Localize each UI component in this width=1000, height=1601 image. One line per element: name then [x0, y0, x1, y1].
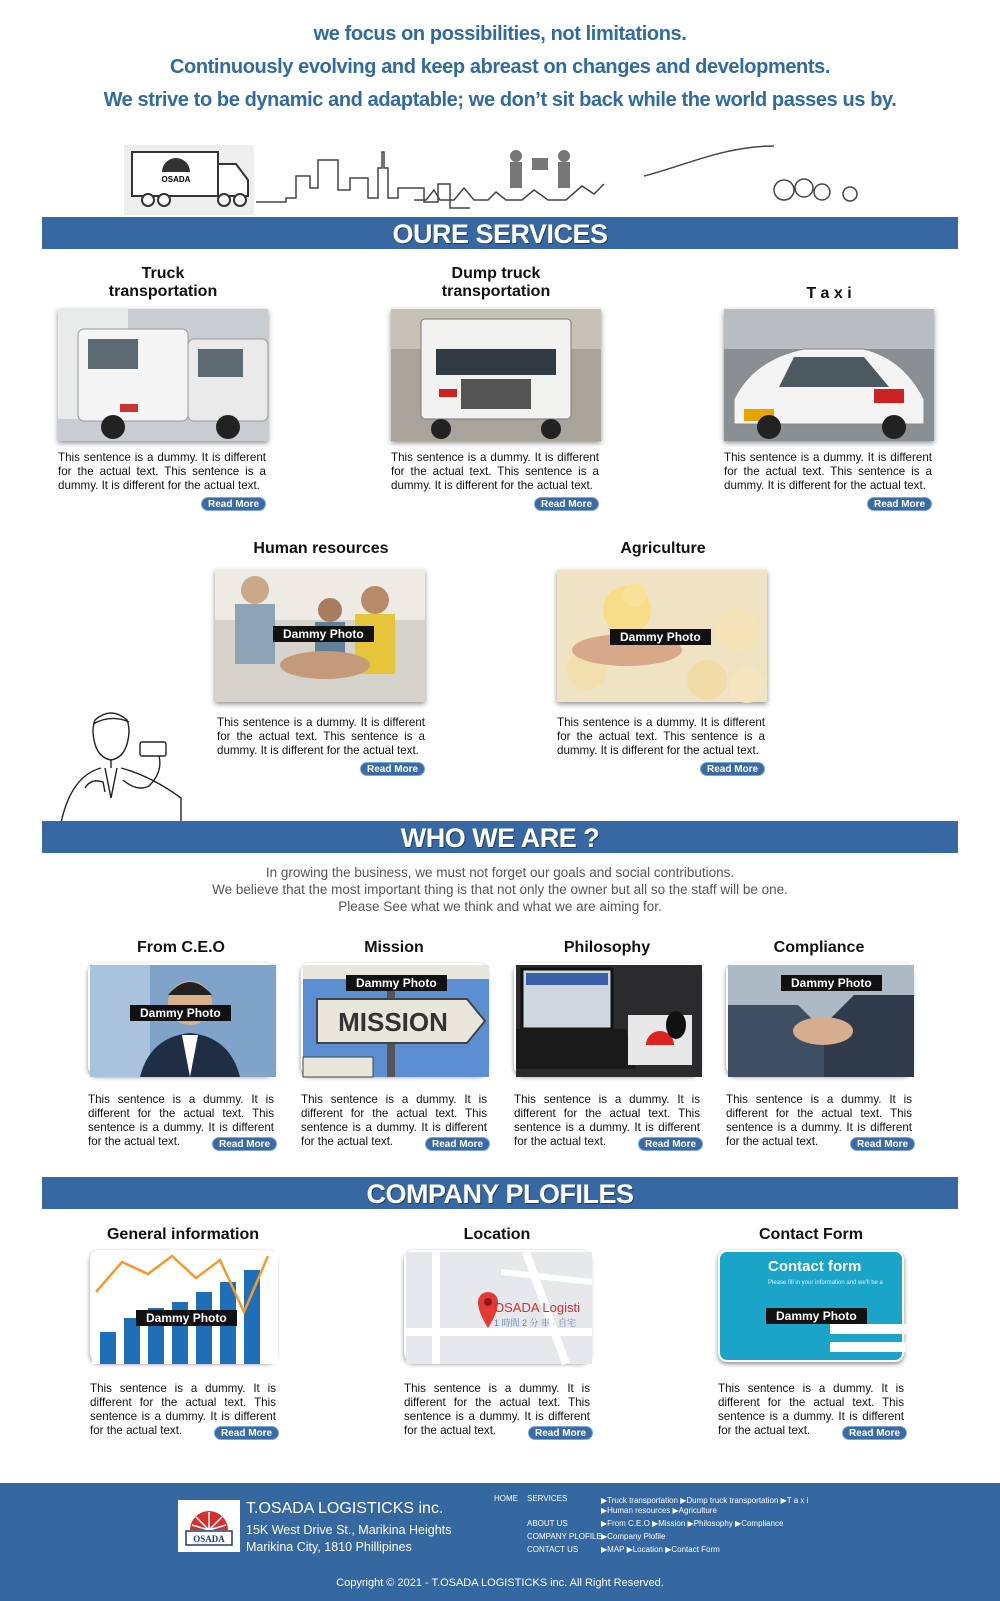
service-description: This sentence is a dummy. It is different for the actual text. This sentence is a dummy. It is different for the actual text.: [557, 716, 765, 757]
profile-card-location: [404, 1226, 590, 1438]
profile-description: This sentence is a dummy. It is different for the actual text. This sentence is a dummy. It is different for the actual text.: [90, 1382, 276, 1437]
dummy-photo-label: Dammy Photo: [273, 626, 374, 642]
who-we-are-header: WHO WE ARE ?: [42, 821, 958, 853]
service-description: This sentence is a dummy. It is different for the actual text. This sentence is a dummy. It is different for the actual text.: [217, 716, 425, 757]
profile-description: This sentence is a dummy. It is different for the actual text. This sentence is a dummy. It is different for the actual text.: [404, 1382, 590, 1437]
tagline-3: We strive to be dynamic and adaptable; we don’t sit back while the world passes us by.: [103, 89, 897, 111]
read-more-button[interactable]: Read More: [700, 762, 765, 776]
read-more-button[interactable]: Read More: [528, 1426, 593, 1440]
service-title: Agriculture: [620, 540, 706, 557]
map-route-label: 1 時間 2 分 車 · 自宅: [494, 1318, 577, 1328]
service-card-agriculture: [557, 540, 769, 780]
dummy-photo-label: Dammy Photo: [130, 1005, 231, 1021]
who-photo: [301, 963, 487, 1075]
service-title: Dump truck transportation: [441, 265, 551, 300]
who-card-compliance: [726, 939, 912, 1149]
footer-nav-company-profile[interactable]: COMPANY PLOFILE: [527, 1532, 602, 1541]
read-more-button[interactable]: Read More: [212, 1137, 277, 1151]
profile-title: Location: [463, 1226, 531, 1243]
service-card-truck: [58, 265, 268, 525]
dummy-photo-label: Dammy Photo: [766, 1308, 867, 1324]
city-skyline-icon: [256, 146, 857, 208]
footer-nav-about[interactable]: ABOUT US: [527, 1519, 568, 1528]
read-more-button[interactable]: Read More: [867, 497, 932, 511]
footer-nav-home[interactable]: HOME: [494, 1494, 518, 1503]
service-photo: [215, 570, 425, 702]
service-title: Truck transportation: [108, 265, 218, 300]
form-field-1: [830, 1324, 906, 1334]
profile-description: This sentence is a dummy. It is different for the actual text. This sentence is a dummy. It is different for the actual text.: [718, 1382, 904, 1437]
dummy-photo-label: Dammy Photo: [346, 975, 447, 991]
footer: [0, 1483, 1000, 1601]
service-photo: [724, 309, 934, 441]
businessman-illustration: [55, 708, 193, 823]
read-more-button[interactable]: Read More: [850, 1137, 915, 1151]
profile-photo: [718, 1250, 904, 1362]
service-description: This sentence is a dummy. It is different for the actual text. This sentence is a dummy. It is different for the actual text.: [724, 451, 932, 492]
dummy-photo-label: Dammy Photo: [610, 629, 711, 645]
service-photo: [557, 570, 767, 702]
footer-services-links-2[interactable]: ▶Human resources ▶Agriculture: [601, 1506, 717, 1515]
form-field-2: [830, 1342, 906, 1352]
footer-nav-contact[interactable]: CONTACT US: [527, 1545, 579, 1554]
intro-line-2: We believe that the most important thing is that not only the owner but all so the staff will be one.: [212, 882, 788, 897]
who-title: Compliance: [773, 939, 865, 956]
contact-form-hint: Please fill in your information and we'll be a: [768, 1280, 883, 1286]
service-photo: [58, 309, 268, 441]
taglines: [0, 18, 1000, 117]
who-card-ceo: [88, 939, 274, 1149]
who-we-are-intro: [0, 864, 1000, 915]
profile-photo: [404, 1250, 590, 1362]
service-card-dump-truck: [391, 265, 601, 525]
who-card-mission: [301, 939, 487, 1149]
profile-title: General information: [106, 1226, 260, 1243]
service-title: Human resources: [253, 540, 389, 557]
services-header: OURE SERVICES: [42, 217, 958, 249]
who-title: Mission: [364, 939, 424, 956]
footer-address-line-1: 15K West Drive St., Marikina Heights: [246, 1523, 452, 1537]
dummy-photo-label: Dammy Photo: [136, 1310, 237, 1326]
profile-photo: [90, 1250, 276, 1362]
read-more-button[interactable]: Read More: [534, 497, 599, 511]
mission-sign-text: MISSION: [338, 1007, 448, 1037]
service-photo: [391, 309, 601, 441]
service-card-taxi: [724, 265, 934, 525]
profile-card-general-information: [90, 1226, 276, 1438]
service-description: This sentence is a dummy. It is different for the actual text. This sentence is a dummy. It is different for the actual text.: [391, 451, 599, 492]
read-more-button[interactable]: Read More: [201, 497, 266, 511]
profile-card-contact-form: [718, 1226, 904, 1438]
who-photo: [726, 963, 912, 1075]
who-description: This sentence is a dummy. It is different for the actual text. This sentence is a dummy. It is different for the actual text.: [88, 1093, 274, 1148]
intro-line-1: In growing the business, we must not forget our goals and social contributions.: [265, 865, 735, 880]
map-place-label: OSADA Logisti: [494, 1300, 580, 1315]
profile-title: Contact Form: [759, 1226, 863, 1243]
footer-about-links[interactable]: ▶From C.E.O ▶Mission ▶Philosophy ▶Compliance: [601, 1519, 784, 1528]
who-photo: [514, 963, 700, 1075]
footer-profile-links[interactable]: ▶Company Plofile: [601, 1532, 666, 1541]
read-more-button[interactable]: Read More: [425, 1137, 490, 1151]
service-title: T a x i: [806, 285, 852, 302]
read-more-button[interactable]: Read More: [638, 1137, 703, 1151]
who-photo: [88, 963, 274, 1075]
tagline-2: Continuously evolving and keep abreast on changes and developments.: [169, 56, 831, 78]
delivery-people-icon: [510, 150, 570, 188]
who-description: This sentence is a dummy. It is different for the actual text. This sentence is a dummy. It is different for the actual text.: [514, 1093, 700, 1148]
who-title: From C.E.O: [136, 939, 225, 956]
footer-contact-links[interactable]: ▶MAP ▶Location ▶Contact Form: [601, 1545, 720, 1554]
footer-logo: [178, 1500, 240, 1552]
who-description: This sentence is a dummy. It is different for the actual text. This sentence is a dummy. It is different for the actual text.: [726, 1093, 912, 1148]
footer-nav-services[interactable]: SERVICES: [527, 1494, 568, 1503]
footer-address-line-2: Marikina City, 1810 Phillipines: [246, 1540, 412, 1554]
who-title: Philosophy: [563, 939, 651, 956]
service-description: This sentence is a dummy. It is different for the actual text. This sentence is a dummy. It is different for the actual text.: [58, 451, 266, 492]
footer-company-name: T.OSADA LOGISTICKS inc.: [246, 1500, 444, 1517]
footer-copyright: Copyright © 2021 - T.OSADA LOGISTICKS inc. All Right Reserved.: [336, 1577, 664, 1589]
read-more-button[interactable]: Read More: [360, 762, 425, 776]
intro-line-3: Please See what we think and what we are aiming for.: [338, 899, 662, 914]
read-more-button[interactable]: Read More: [842, 1426, 907, 1440]
tagline-1: we focus on possibilities, not limitations.: [313, 23, 687, 45]
who-card-philosophy: [514, 939, 700, 1149]
truck-logo-text: OSADA: [161, 175, 191, 184]
company-profiles-header: COMPANY PLOFILES: [42, 1177, 958, 1209]
read-more-button[interactable]: Read More: [214, 1426, 279, 1440]
dummy-photo-label: Dammy Photo: [781, 975, 882, 991]
service-card-human-resources: [215, 540, 427, 780]
who-description: This sentence is a dummy. It is different for the actual text. This sentence is a dummy. It is different for the actual text.: [301, 1093, 487, 1148]
footer-services-links[interactable]: ▶Truck transportation ▶Dump truck transportation ▶T a x i: [601, 1496, 809, 1505]
contact-form-heading: Contact form: [768, 1258, 862, 1275]
footer-logo-text: OSADA: [193, 1534, 225, 1544]
city-banner-illustration: [124, 140, 864, 220]
